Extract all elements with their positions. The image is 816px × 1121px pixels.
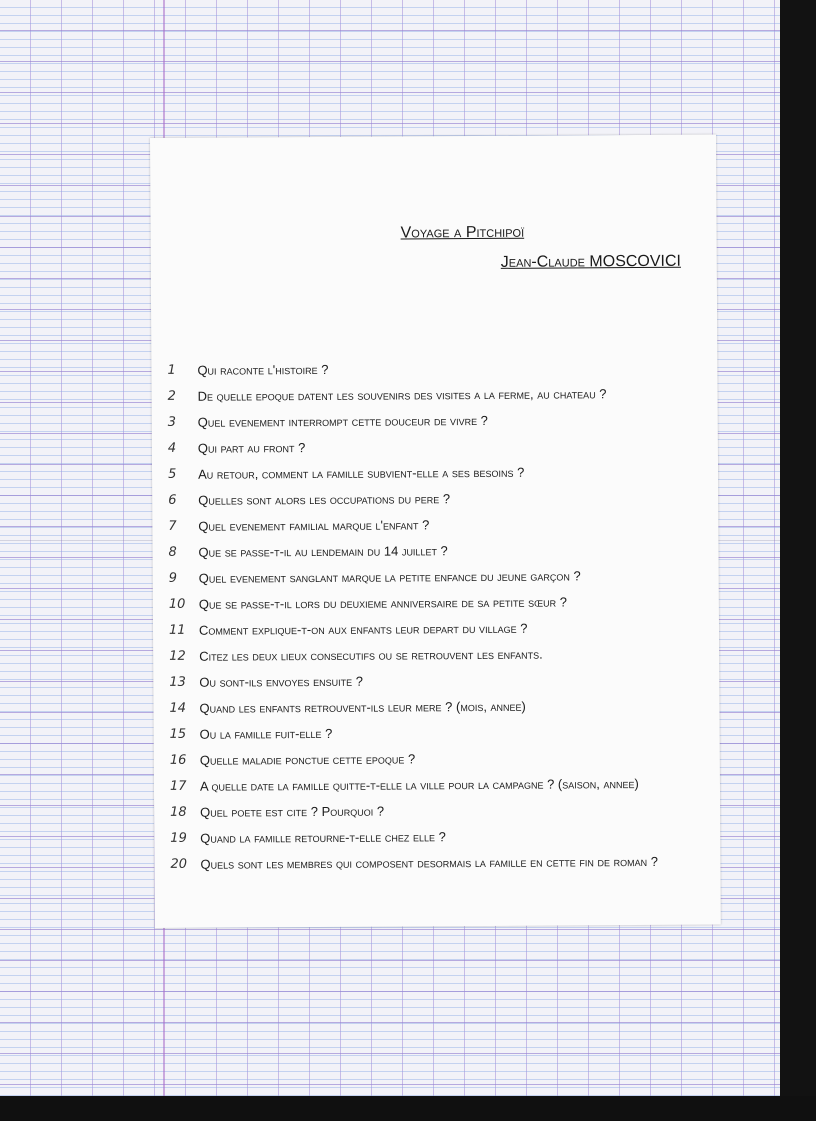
question-number: 19 — [170, 830, 187, 846]
question-text: Quelle maladie ponctue cette epoque ? — [199, 751, 416, 768]
scan-border-bottom — [0, 1096, 816, 1121]
question-item — [170, 776, 715, 805]
question-item — [169, 646, 714, 675]
question-number: 7 — [168, 518, 177, 534]
question-item — [169, 698, 714, 727]
document-author: Jean-Claude MOSCOVICI — [500, 252, 682, 271]
document-title: Voyage a Pitchipoï — [400, 223, 525, 242]
question-text: Quand les enfants retrouvent-ils leur mere ? (mois, annee) — [199, 698, 526, 716]
question-text: Quelles sont alors les occupations du pere ? — [198, 491, 451, 508]
question-item — [168, 438, 713, 467]
question-text: De quelle epoque datent les souvenirs des visites a la ferme, au chateau ? — [197, 386, 607, 404]
question-text: Au retour, comment la famille subvient-elle a ses besoins ? — [198, 464, 525, 482]
question-text: Ou sont-ils envoyes ensuite ? — [199, 673, 364, 690]
question-text: Quel evenement interrompt cette douceur de vivre ? — [197, 412, 488, 430]
question-item — [170, 750, 715, 779]
question-number: 11 — [168, 622, 186, 638]
question-number: 9 — [168, 570, 178, 586]
question-item — [168, 412, 713, 441]
question-text: Quand la famille retourne-t-elle chez elle ? — [200, 829, 446, 846]
question-number: 2 — [167, 388, 176, 404]
question-item — [170, 724, 715, 753]
question-number: 6 — [168, 492, 177, 508]
question-number: 18 — [170, 804, 187, 820]
question-list — [167, 360, 715, 883]
question-item — [169, 672, 714, 701]
question-text: Quel evenement familial marque l'enfant ? — [198, 517, 430, 534]
question-text: Que se passe-t-il au lendemain du 14 juillet ? — [198, 543, 448, 560]
question-item — [170, 828, 715, 857]
question-number: 15 — [169, 726, 187, 742]
question-number: 16 — [169, 752, 187, 768]
question-item — [168, 490, 713, 519]
question-number: 12 — [169, 648, 186, 664]
question-number: 3 — [167, 414, 177, 430]
question-number: 8 — [168, 544, 177, 560]
question-item — [168, 386, 713, 415]
question-number: 14 — [169, 700, 187, 716]
question-number: 20 — [170, 856, 188, 872]
question-item — [170, 802, 715, 831]
question-text: Citez les deux lieux consecutifs ou se retrouvent les enfants. — [199, 646, 543, 664]
question-item — [169, 594, 714, 623]
question-text: Que se passe-t-il lors du deuxieme anniversaire de sa petite sœur ? — [198, 594, 568, 612]
question-item — [168, 464, 713, 493]
question-number: 17 — [169, 778, 187, 794]
question-number: 1 — [167, 362, 176, 378]
scan-border-right — [780, 0, 816, 1121]
question-text: Qui part au front ? — [197, 440, 306, 456]
question-number: 4 — [167, 440, 177, 456]
question-item — [168, 542, 713, 571]
question-item — [168, 516, 713, 545]
question-item — [169, 568, 714, 597]
question-number: 5 — [168, 466, 177, 482]
question-number: 13 — [169, 674, 186, 690]
question-text: Quel poete est cite ? Pourquoi ? — [200, 803, 385, 820]
question-text: Qui raconte l'histoire ? — [197, 361, 329, 378]
question-text: Comment explique-t-on aux enfants leur depart du village ? — [198, 620, 528, 638]
question-text: Ou la famille fuit-elle ? — [199, 725, 333, 742]
question-item — [167, 360, 712, 389]
question-number: 10 — [168, 596, 186, 612]
question-item — [169, 620, 714, 649]
question-text: Quels sont les membres qui composent desormais la famille en cette fin de roman ? — [200, 853, 658, 872]
question-text: A quelle date la famille quitte-t-elle la ville pour la campagne ? (saison, annee) — [199, 776, 639, 794]
question-sheet — [150, 135, 721, 928]
question-text: Quel evenement sanglant marque la petite enfance du jeune garçon ? — [198, 568, 581, 586]
question-item — [170, 854, 715, 883]
